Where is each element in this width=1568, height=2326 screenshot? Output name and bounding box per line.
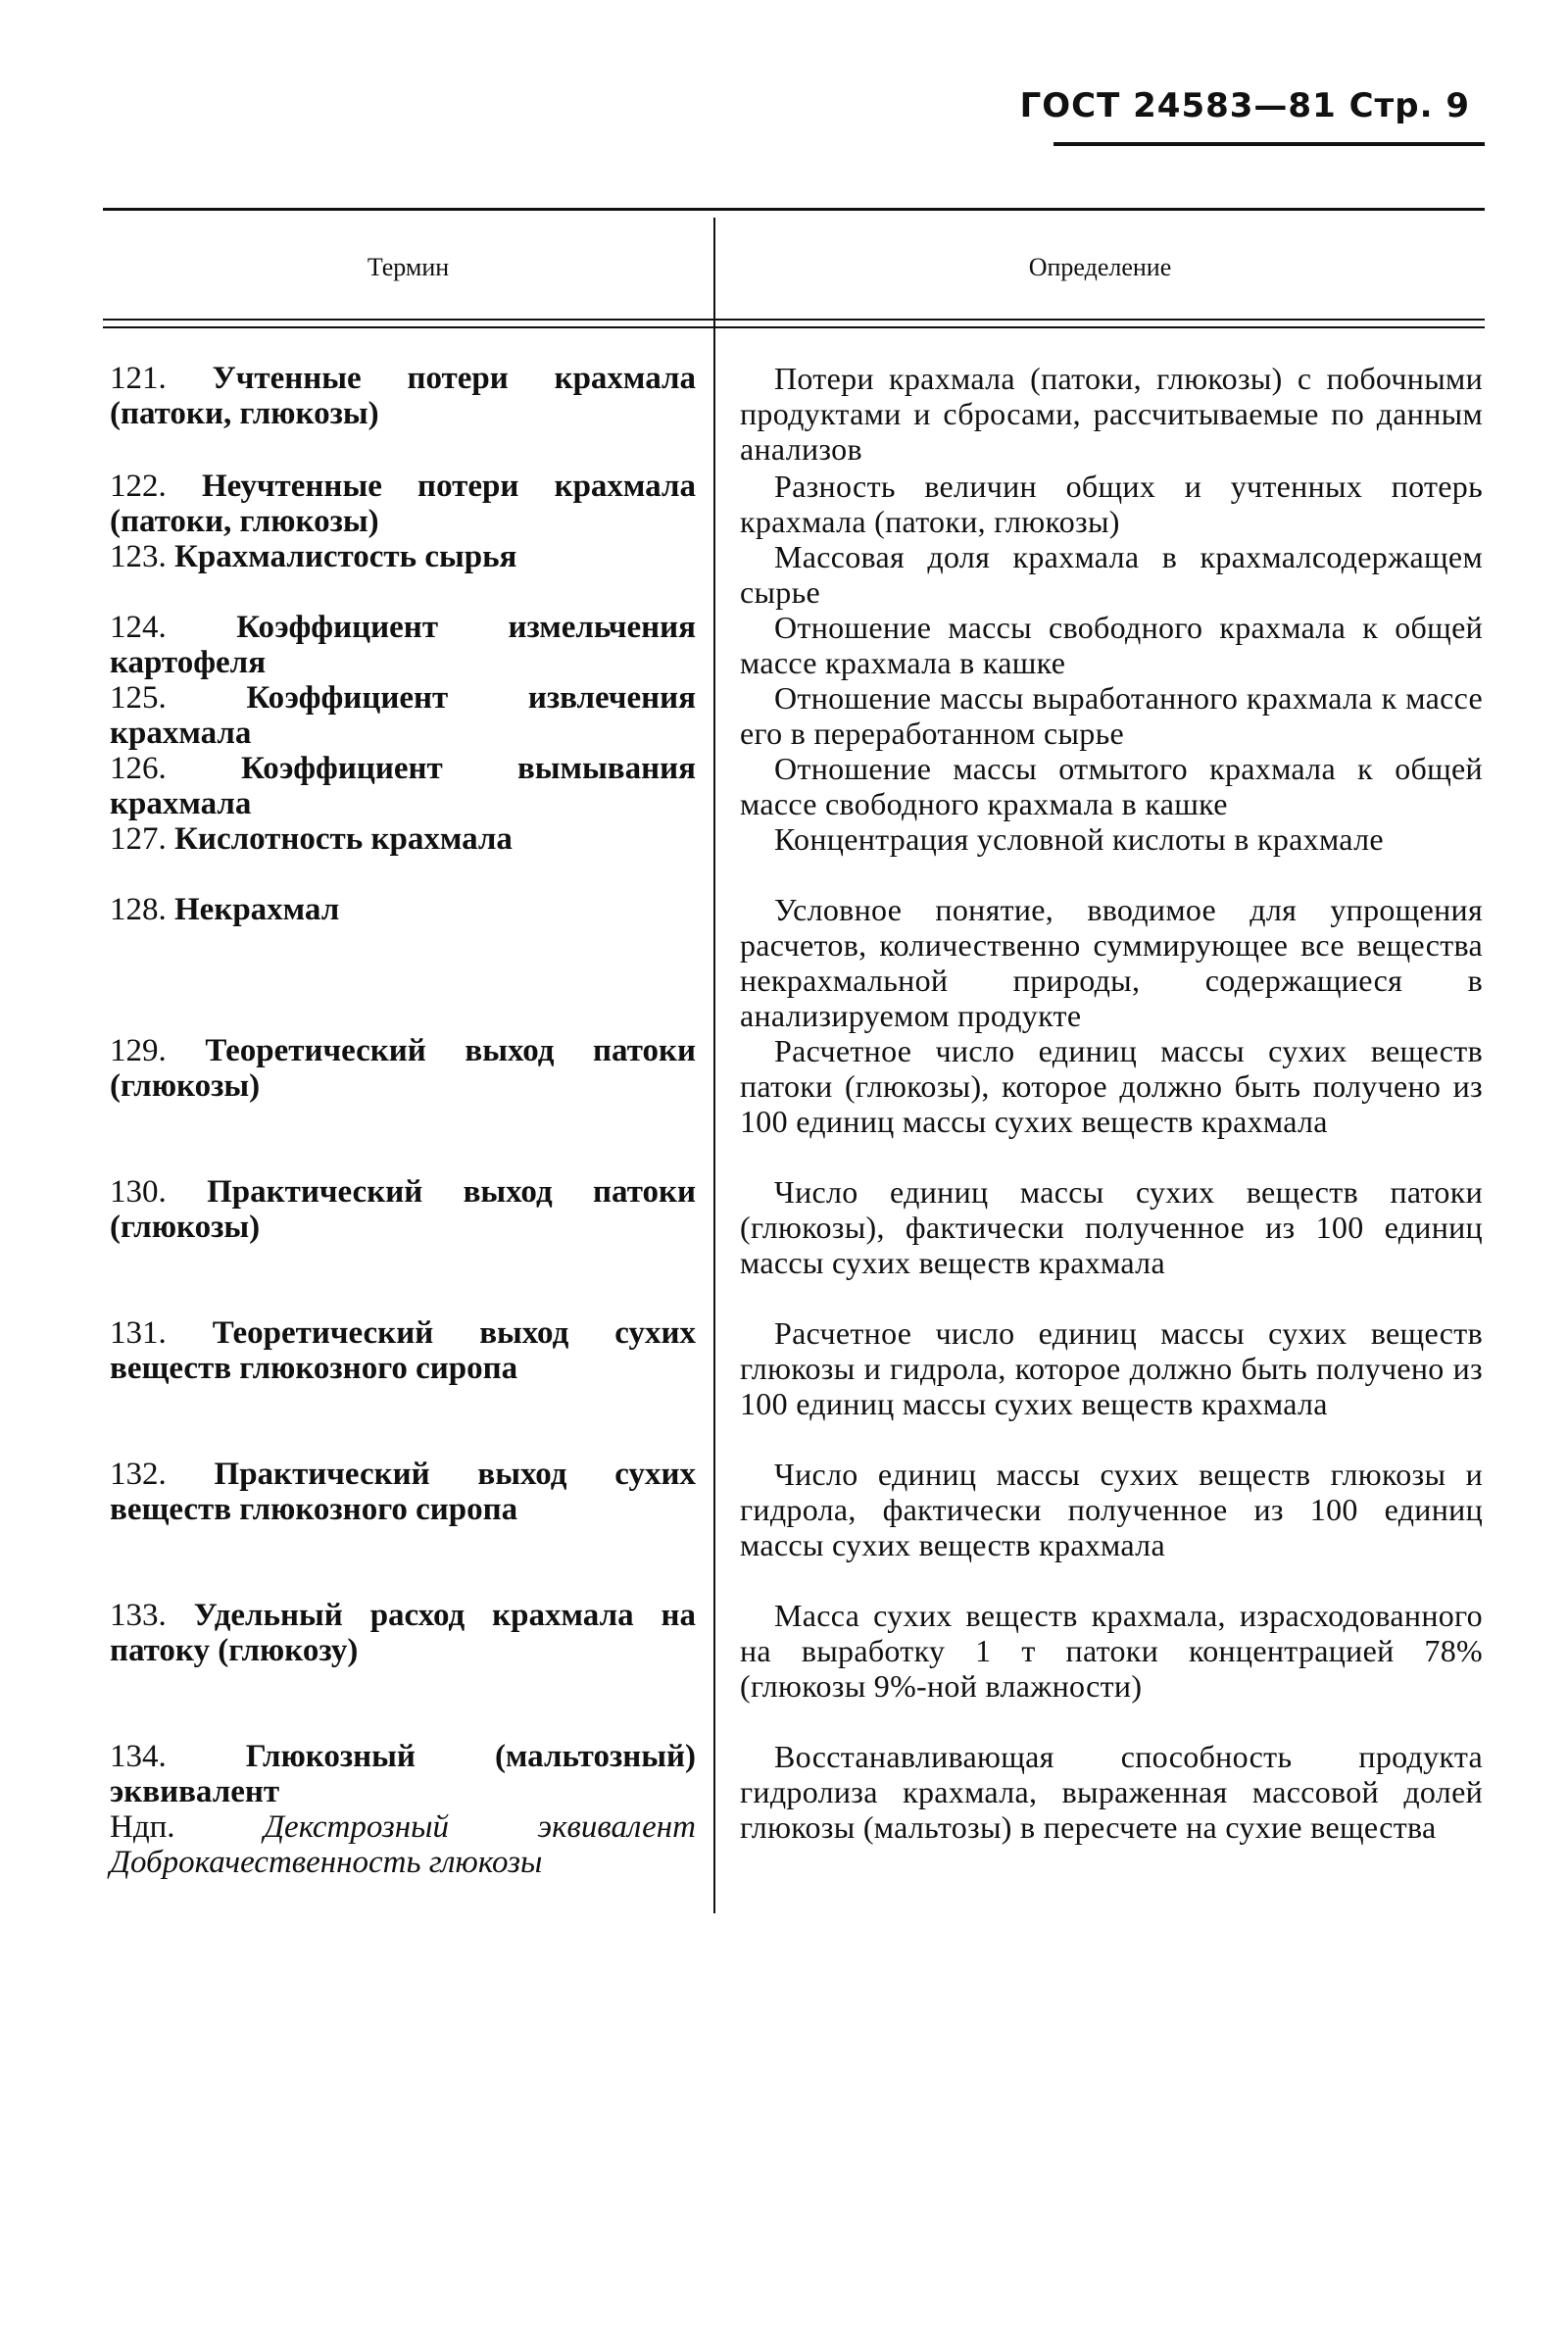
column-divider bbox=[713, 218, 715, 1913]
definition-131: Расчетное число единиц массы сухих веществ глюкозы и гидрола, которое должно быть получено из 100 единиц массы сухих веществ крахмала bbox=[740, 1315, 1483, 1421]
column-header-term: Термин bbox=[367, 253, 450, 281]
term-128: 128. Некрахмал bbox=[110, 892, 340, 927]
definition-128: Условное понятие, вводимое для упрощения расчетов, количественно суммирующее все вещества некрахмальной природы, содержащиеся в анализируемом продукте bbox=[740, 892, 1483, 1033]
table-top-rule bbox=[103, 208, 1485, 211]
page-header: ГОСТ 24583—81 Стр. 9 bbox=[1019, 86, 1470, 125]
term-121: 121. Учтенные потери крахмала (патоки, глюкозы) bbox=[110, 361, 696, 431]
column-header-definition: Определение bbox=[1028, 253, 1172, 281]
definition-124: Отношение массы свободного крахмала к общей массе крахмала в кашке bbox=[740, 610, 1483, 680]
term-124: 124. Коэффициент измельчения картофеля bbox=[110, 610, 697, 680]
definition-126: Отношение массы отмытого крахмала к общей массе свободного крахмала в кашке bbox=[740, 751, 1483, 821]
definition-129: Расчетное число единиц массы сухих веществ патоки (глюкозы), которое должно быть получено из 100 единиц массы сухих веществ крахмала bbox=[740, 1033, 1483, 1139]
definition-125: Отношение массы выработанного крахмала к массе его в переработанном сырье bbox=[740, 680, 1483, 751]
table-header-rule-double bbox=[103, 326, 1485, 328]
term-122: 122. Неучтенные потери крахмала (патоки, глюкозы) bbox=[110, 469, 696, 539]
definition-134: Восстанавливающая способность продукта гидролиза крахмала, выраженная массовой долей глюкозы (мальтозы) в пересчете на сухие вещества bbox=[740, 1739, 1483, 1845]
definition-123: Массовая доля крахмала в крахмалсодержащем сырье bbox=[740, 539, 1483, 610]
term-126: 126. Коэффициент вымывания крахмала bbox=[110, 751, 696, 821]
definition-127: Концентрация условной кислоты в крахмале bbox=[774, 821, 1384, 857]
term-130: 130. Практический выход патоки (глюкозы) bbox=[110, 1174, 696, 1245]
ndp-note: Ндп. Декстрозный эквивалент Доброкачественность глюкозы bbox=[110, 1809, 697, 1880]
term-129: 129. Теоретический выход патоки (глюкозы) bbox=[110, 1033, 696, 1104]
header-rule bbox=[1054, 142, 1485, 146]
term-127: 127. Кислотность крахмала bbox=[110, 821, 513, 857]
definition-130: Число единиц массы сухих веществ патоки (глюкозы), фактически полученное из 100 единиц массы сухих веществ крахмала bbox=[740, 1174, 1483, 1280]
definition-122: Разность величин общих и учтенных потерь крахмала (патоки, глюкозы) bbox=[740, 469, 1483, 539]
term-125: 125. Коэффициент извлечения крахмала bbox=[110, 680, 696, 751]
term-132: 132. Практический выход сухих веществ глюкозного сиропа bbox=[110, 1457, 696, 1527]
definition-132: Число единиц массы сухих веществ глюкозы и гидрола, фактически полученное из 100 единиц массы сухих веществ крахмала bbox=[740, 1457, 1483, 1562]
term-131: 131. Теоретический выход сухих веществ глюкозного сиропа bbox=[110, 1315, 697, 1386]
table-header-rule bbox=[103, 319, 1485, 321]
term-133: 133. Удельный расход крахмала на патоку (глюкозу) bbox=[110, 1598, 696, 1668]
term-123: 123. Крахмалистость сырья bbox=[110, 539, 517, 574]
definition-121: Потери крахмала (патоки, глюкозы) с побочными продуктами и сбросами, рассчитываемые по данным анализов bbox=[740, 361, 1483, 467]
term-134: 134. Глюкозный (мальтозный) эквивалент Ндп. Декстрозный эквивалент Доброкачественность глюкозы bbox=[110, 1739, 697, 1880]
definition-133: Масса сухих веществ крахмала, израсходованного на выработку 1 т патоки концентрацией 78% (глюкозы 9%-ной влажности) bbox=[740, 1598, 1483, 1704]
